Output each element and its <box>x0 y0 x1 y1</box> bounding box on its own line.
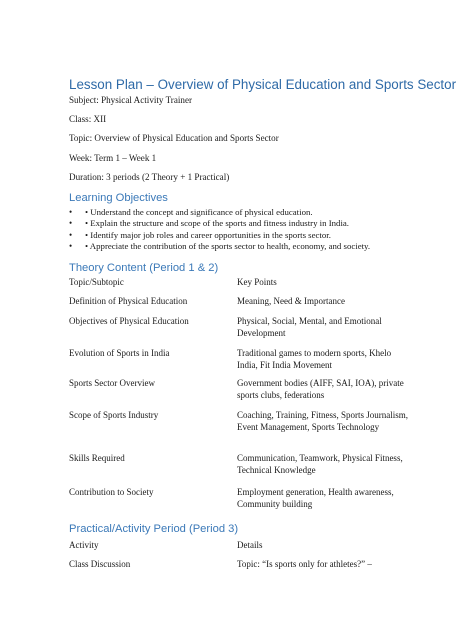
bullet-icon: • <box>69 229 73 240</box>
subject-line: Subject: Physical Activity Trainer <box>69 95 193 105</box>
column-header-activity: Activity <box>69 540 99 550</box>
table-cell: Skills Required <box>69 453 125 463</box>
table-cell: Government bodies (AIFF, SAI, IOA), private sports clubs, federations <box>237 378 404 401</box>
list-item: • • Explain the structure and scope of the sports and fitness industry in India. <box>69 218 349 229</box>
column-header-details: Details <box>237 540 263 550</box>
column-header-key-points: Key Points <box>237 277 277 287</box>
table-cell: Topic: “Is sports only for athletes?” – <box>237 559 372 569</box>
column-header-topic: Topic/Subtopic <box>69 277 124 287</box>
table-cell: Employment generation, Health awareness, Community building <box>237 487 394 510</box>
table-cell: Physical, Social, Mental, and Emotional Development <box>237 316 382 339</box>
theory-heading: Theory Content (Period 1 & 2) <box>69 262 219 274</box>
table-cell: Communication, Teamwork, Physical Fitness, Technical Knowledge <box>237 453 403 476</box>
table-cell: Class Discussion <box>69 559 131 569</box>
table-cell: Sports Sector Overview <box>69 378 155 388</box>
list-item: • • Appreciate the contribution of the sports sector to health, economy, and society. <box>69 240 371 251</box>
list-item: • • Identify major job roles and career opportunities in the sports sector. <box>69 229 331 240</box>
table-cell: Coaching, Training, Fitness, Sports Journalism, Event Management, Sports Technology <box>237 410 409 433</box>
bullet-icon: • <box>69 207 73 217</box>
duration-line: Duration: 3 periods (2 Theory + 1 Practical) <box>69 172 230 182</box>
table-cell: Traditional games to modern sports, Khelo India, Fit India Movement <box>237 348 392 371</box>
table-cell: Meaning, Need & Importance <box>237 296 345 306</box>
table-cell: Definition of Physical Education <box>69 296 188 306</box>
practical-heading: Practical/Activity Period (Period 3) <box>69 523 239 535</box>
bullet-icon: • <box>69 218 73 229</box>
page-title: Lesson Plan – Overview of Physical Education and Sports Sector <box>69 77 457 92</box>
table-cell: Evolution of Sports in India <box>69 348 170 358</box>
objectives-heading: Learning Objectives <box>69 192 168 204</box>
objectives-list <box>69 207 370 252</box>
table-cell: Scope of Sports Industry <box>69 410 159 420</box>
table-cell: Objectives of Physical Education <box>69 316 189 326</box>
class-line: Class: XII <box>69 114 107 124</box>
list-item: • • Understand the concept and significance of physical education. <box>69 207 313 217</box>
table-cell: Contribution to Society <box>69 487 154 497</box>
bullet-icon: • <box>69 240 73 251</box>
topic-line: Topic: Overview of Physical Education and Sports Sector <box>69 133 279 143</box>
week-line: Week: Term 1 – Week 1 <box>69 153 157 163</box>
